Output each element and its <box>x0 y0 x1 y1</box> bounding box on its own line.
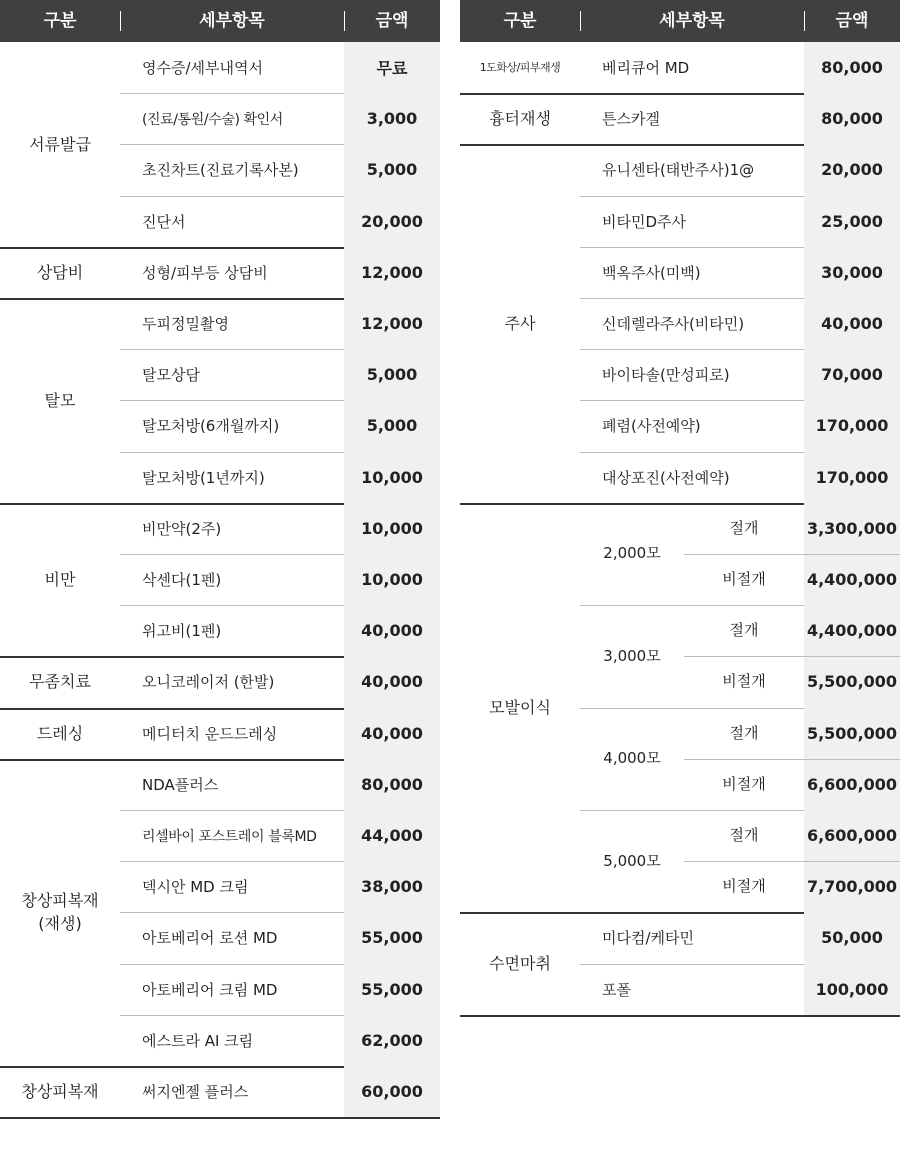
method-price: 5,500,000 <box>806 723 898 743</box>
item-price: 170,000 <box>815 416 889 436</box>
category-label: 창상피복재 (재생) <box>21 891 99 934</box>
graft-count: 3,000모 <box>603 646 661 665</box>
method-price: 4,400,000 <box>806 570 898 590</box>
item-name: 튼스카겔 <box>602 110 660 129</box>
item-price: 55,000 <box>361 979 423 999</box>
header-item: 세부항목 <box>659 11 725 31</box>
item-name: 두피정밀촬영 <box>142 315 229 334</box>
item-price: 5,000 <box>366 365 418 385</box>
item-price: 40,000 <box>821 314 883 334</box>
item-price: 10,000 <box>361 467 423 487</box>
item-price: 10,000 <box>361 570 423 590</box>
graft-count: 2,000모 <box>603 544 661 563</box>
item-name: 메디터치 운드드레싱 <box>142 724 278 743</box>
item-price: 50,000 <box>821 928 883 948</box>
category-label: 모발이식 <box>489 698 551 718</box>
category-label: 비만 <box>44 570 76 590</box>
item-name: 초진차트(진료기록사본) <box>142 161 299 180</box>
item-price: 44,000 <box>361 826 423 846</box>
item-name: 써지엔젤 플러스 <box>142 1083 249 1102</box>
category-label: 창상피복재 <box>21 1082 99 1102</box>
category-label: 주사 <box>504 314 536 334</box>
item-price: 60,000 <box>361 1082 423 1102</box>
item-name: 비만약(2주) <box>142 519 222 538</box>
item-price: 62,000 <box>361 1030 423 1050</box>
category-label: 서류발급 <box>29 134 91 154</box>
item-price: 무료 <box>376 59 408 79</box>
item-price: 12,000 <box>361 314 423 334</box>
item-name: (진료/통원/수술) 확인서 <box>142 111 283 128</box>
row-divider <box>684 759 900 760</box>
header-item: 세부항목 <box>199 11 265 31</box>
method-label: 절개 <box>729 723 759 742</box>
table-header <box>0 0 440 42</box>
item-price: 40,000 <box>361 621 423 641</box>
item-price: 20,000 <box>821 160 883 180</box>
item-name: 덱시안 MD 크림 <box>142 878 249 897</box>
item-name: 리셀바이 포스트레이 블록MD <box>142 828 317 845</box>
category-label: 드레싱 <box>36 723 84 743</box>
graft-count: 5,000모 <box>603 851 661 870</box>
item-name: 미다컴/케타민 <box>602 929 694 948</box>
method-price: 6,600,000 <box>806 826 898 846</box>
item-name: 위고비(1펜) <box>142 622 222 641</box>
price-table-left <box>0 0 440 1102</box>
item-name: 아토베리어 로션 MD <box>142 929 278 948</box>
category-label: 상담비 <box>36 262 84 282</box>
method-label: 비절개 <box>722 672 766 691</box>
method-label: 비절개 <box>722 877 766 896</box>
item-price: 5,000 <box>366 160 418 180</box>
header-price: 금액 <box>375 11 409 31</box>
item-name: 영수증/세부내역서 <box>142 59 263 78</box>
item-price: 80,000 <box>821 109 883 129</box>
row-divider <box>684 656 900 657</box>
group-divider <box>460 1015 900 1017</box>
item-name: 바이타솔(만성피로) <box>602 366 730 385</box>
category-label: 탈모 <box>44 390 76 410</box>
item-name: NDA플러스 <box>142 775 219 794</box>
method-label: 비절개 <box>722 570 766 589</box>
item-name: 비타민D주사 <box>602 212 687 231</box>
method-price: 6,600,000 <box>806 774 898 794</box>
item-name: 삭센다(1펜) <box>142 571 222 590</box>
item-name: 성형/피부등 상담비 <box>142 263 268 282</box>
item-name: 신데렐라주사(비타민) <box>602 315 745 334</box>
item-price: 5,000 <box>366 416 418 436</box>
item-name: 탈모처방(6개월까지) <box>142 417 280 436</box>
item-price: 25,000 <box>821 211 883 231</box>
item-price: 100,000 <box>815 979 889 999</box>
item-price: 12,000 <box>361 262 423 282</box>
item-price: 10,000 <box>361 518 423 538</box>
table-header <box>460 0 900 42</box>
item-price: 30,000 <box>821 262 883 282</box>
method-price: 7,700,000 <box>806 877 898 897</box>
item-name: 아토베리어 크림 MD <box>142 980 278 999</box>
item-price: 38,000 <box>361 877 423 897</box>
method-label: 절개 <box>729 621 759 640</box>
price-table-right <box>460 0 900 999</box>
item-name: 진단서 <box>142 212 186 231</box>
item-name: 에스트라 AI 크림 <box>142 1031 254 1050</box>
item-name: 폐렴(사전예약) <box>602 417 701 436</box>
item-name: 포폴 <box>602 980 631 999</box>
item-name: 베리큐어 MD <box>602 59 690 78</box>
row-divider <box>684 861 900 862</box>
item-price: 40,000 <box>361 723 423 743</box>
item-price: 80,000 <box>821 58 883 78</box>
item-name: 탈모처방(1년까지) <box>142 468 265 487</box>
group-divider <box>0 1117 440 1119</box>
method-label: 비절개 <box>722 774 766 793</box>
header-category: 구분 <box>43 11 77 31</box>
category-label: 흉터재생 <box>489 109 551 129</box>
graft-count: 4,000모 <box>603 749 661 768</box>
item-price: 40,000 <box>361 672 423 692</box>
item-price: 20,000 <box>361 211 423 231</box>
item-name: 백옥주사(미백) <box>602 263 701 282</box>
header-price: 금액 <box>835 11 869 31</box>
header-category: 구분 <box>503 11 537 31</box>
category-label: 무좀치료 <box>29 672 91 692</box>
item-price: 170,000 <box>815 467 889 487</box>
item-price: 55,000 <box>361 928 423 948</box>
method-label: 절개 <box>729 518 759 537</box>
item-price: 70,000 <box>821 365 883 385</box>
category-label: 1도화상/피부재생 <box>479 61 561 75</box>
method-price: 4,400,000 <box>806 621 898 641</box>
item-name: 대상포진(사전예약) <box>602 468 730 487</box>
method-label: 절개 <box>729 826 759 845</box>
method-price: 3,300,000 <box>806 518 898 538</box>
item-name: 유니센타(태반주사)1@ <box>602 161 755 180</box>
item-price: 80,000 <box>361 774 423 794</box>
method-price: 5,500,000 <box>806 672 898 692</box>
item-name: 탈모상담 <box>142 366 200 385</box>
item-name: 오니코레이저 (한발) <box>142 673 275 692</box>
item-price: 3,000 <box>366 109 418 129</box>
category-label: 수면마취 <box>489 954 551 974</box>
row-divider <box>684 554 900 555</box>
